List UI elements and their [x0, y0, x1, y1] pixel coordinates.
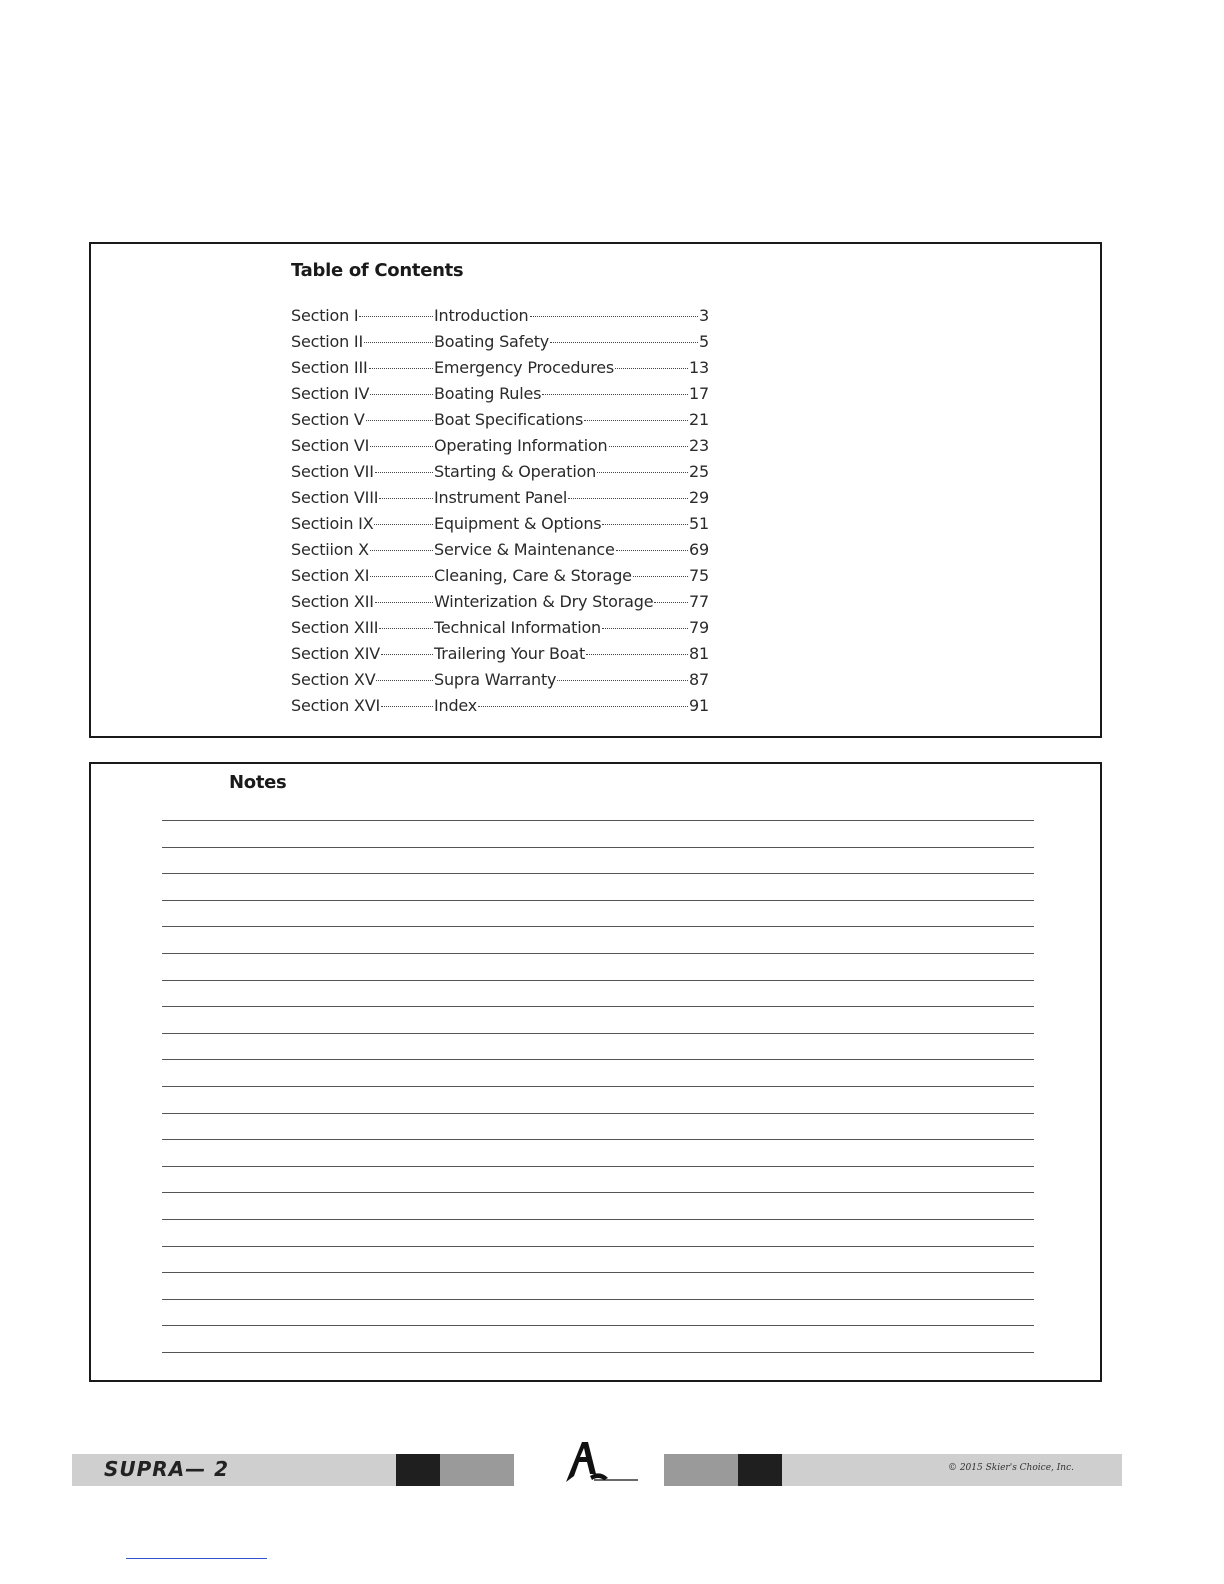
toc-leader-dots [550, 342, 698, 343]
toc-leader-dots [370, 446, 433, 447]
toc-section-cell [291, 384, 434, 403]
toc-section: Section VI [291, 436, 370, 455]
note-line [162, 1246, 1034, 1247]
toc-section-cell [291, 566, 434, 585]
toc-section: Section XI [291, 566, 370, 585]
toc-leader-dots [584, 420, 688, 421]
toc-leader-dots [586, 654, 688, 655]
toc-leader-dots [375, 472, 433, 473]
toc-section: Section XIV [291, 644, 380, 663]
toc-section: Section II [291, 332, 363, 351]
toc-row [291, 644, 709, 670]
toc-leader-dots [370, 394, 433, 395]
toc-leader-dots [568, 498, 688, 499]
bottom-link-underline[interactable] [126, 1558, 267, 1559]
toc-leader-dots [375, 602, 433, 603]
toc-section-cell [291, 644, 434, 663]
note-line [162, 926, 1034, 927]
toc-leader-dots [609, 446, 689, 447]
toc-page-number: 23 [689, 436, 709, 455]
toc-section-cell [291, 332, 434, 351]
toc-row [291, 384, 709, 410]
note-line [162, 1166, 1034, 1167]
toc-section: Sectiion X [291, 540, 369, 559]
toc-leader-dots [616, 550, 688, 551]
toc-row [291, 436, 709, 462]
toc-leader-dots [381, 706, 433, 707]
toc-row [291, 540, 709, 566]
toc-leader-dots [364, 342, 433, 343]
toc-page-number: 5 [699, 332, 709, 351]
toc-leader-dots [359, 316, 433, 317]
note-line [162, 1272, 1034, 1273]
toc-page-number: 91 [689, 696, 709, 715]
toc-leader-dots [366, 420, 433, 421]
toc-leader-dots [615, 368, 688, 369]
toc-row [291, 462, 709, 488]
note-line [162, 980, 1034, 981]
toc-leader-dots [379, 628, 433, 629]
toc-leader-dots [602, 524, 688, 525]
toc-leader-dots [542, 394, 688, 395]
toc-section: Section XV [291, 670, 376, 689]
toc-leader-dots [370, 550, 433, 551]
toc-topic: Emergency Procedures [434, 358, 615, 377]
note-line [162, 900, 1034, 901]
toc-list [291, 306, 709, 722]
toc-topic: Boating Safety [434, 332, 550, 351]
toc-section-cell [291, 540, 434, 559]
page-number: — 2 [185, 1457, 230, 1481]
toc-page-number: 77 [689, 592, 709, 611]
toc-topic: Operating Information [434, 436, 608, 455]
toc-page-number: 79 [689, 618, 709, 637]
note-line [162, 1033, 1034, 1034]
note-line [162, 1325, 1034, 1326]
footer-brand [104, 1457, 229, 1481]
toc-title: Table of Contents [291, 260, 464, 281]
toc-topic: Supra Warranty [434, 670, 557, 689]
toc-row [291, 410, 709, 436]
toc-leader-dots [374, 524, 433, 525]
toc-topic: Service & Maintenance [434, 540, 615, 559]
toc-section: Section III [291, 358, 368, 377]
toc-leader-dots [376, 680, 433, 681]
footer-dark-block-right [738, 1454, 782, 1486]
toc-topic: Technical Information [434, 618, 601, 637]
toc-page-number: 17 [689, 384, 709, 403]
toc-leader-dots [369, 368, 434, 369]
toc-leader-dots [602, 628, 688, 629]
notes-box [89, 762, 1102, 1382]
toc-section-cell [291, 670, 434, 689]
toc-leader-dots [381, 654, 433, 655]
note-line [162, 953, 1034, 954]
toc-topic: Boating Rules [434, 384, 542, 403]
toc-leader-dots [633, 576, 688, 577]
toc-section-cell [291, 462, 434, 481]
note-line [162, 1113, 1034, 1114]
toc-section-cell [291, 410, 434, 429]
toc-section-cell [291, 696, 434, 715]
toc-section-cell [291, 592, 434, 611]
toc-topic: Introduction [434, 306, 529, 325]
toc-topic: Trailering Your Boat [434, 644, 586, 663]
note-line [162, 1086, 1034, 1087]
toc-leader-dots [597, 472, 688, 473]
toc-section-cell [291, 436, 434, 455]
brand-name: SUPRA [104, 1457, 186, 1481]
toc-row [291, 358, 709, 384]
footer-grey-block-right [664, 1454, 738, 1486]
toc-topic: Winterization & Dry Storage [434, 592, 654, 611]
skier-logo-icon [560, 1436, 640, 1486]
toc-row [291, 488, 709, 514]
note-line [162, 1299, 1034, 1300]
toc-section: Sectioin IX [291, 514, 374, 533]
toc-box [89, 242, 1102, 738]
toc-page-number: 75 [689, 566, 709, 585]
toc-section-cell [291, 618, 434, 637]
toc-section: Section VIII [291, 488, 379, 507]
toc-page-number: 87 [689, 670, 709, 689]
toc-topic: Starting & Operation [434, 462, 597, 481]
toc-page-number: 13 [689, 358, 709, 377]
note-line [162, 1352, 1034, 1353]
toc-page-number: 25 [689, 462, 709, 481]
note-line [162, 1006, 1034, 1007]
toc-topic: Boat Specifications [434, 410, 584, 429]
toc-leader-dots [379, 498, 433, 499]
toc-section-cell [291, 358, 434, 377]
note-line [162, 820, 1034, 821]
toc-section: Section V [291, 410, 365, 429]
toc-topic: Index [434, 696, 478, 715]
toc-section: Section XIII [291, 618, 379, 637]
toc-section-cell [291, 488, 434, 507]
toc-row [291, 332, 709, 358]
toc-leader-dots [557, 680, 688, 681]
toc-section: Section I [291, 306, 359, 325]
toc-row [291, 514, 709, 540]
toc-row [291, 592, 709, 618]
toc-topic: Equipment & Options [434, 514, 602, 533]
note-line [162, 873, 1034, 874]
toc-page-number: 51 [689, 514, 709, 533]
toc-page-number: 81 [689, 644, 709, 663]
toc-section-cell [291, 514, 434, 533]
note-line [162, 1059, 1034, 1060]
footer-dark-block-left [396, 1454, 440, 1486]
toc-section-cell [291, 306, 434, 325]
toc-page-number: 29 [689, 488, 709, 507]
note-line [162, 1219, 1034, 1220]
toc-page-number: 69 [689, 540, 709, 559]
toc-section: Section XVI [291, 696, 380, 715]
note-line [162, 847, 1034, 848]
note-line [162, 1192, 1034, 1193]
toc-topic: Instrument Panel [434, 488, 568, 507]
toc-leader-dots [478, 706, 688, 707]
toc-page-number: 21 [689, 410, 709, 429]
toc-section: Section VII [291, 462, 374, 481]
toc-leader-dots [654, 602, 688, 603]
toc-topic: Cleaning, Care & Storage [434, 566, 632, 585]
notes-title: Notes [229, 772, 287, 793]
footer-copyright: © 2015 Skier's Choice, Inc. [947, 1463, 1074, 1473]
toc-leader-dots [370, 576, 433, 577]
toc-row [291, 618, 709, 644]
toc-row [291, 670, 709, 696]
toc-row [291, 306, 709, 332]
note-line [162, 1139, 1034, 1140]
toc-section: Section IV [291, 384, 370, 403]
footer-grey-block-left [440, 1454, 514, 1486]
toc-leader-dots [530, 316, 699, 317]
toc-section: Section XII [291, 592, 374, 611]
toc-row [291, 696, 709, 722]
toc-row [291, 566, 709, 592]
toc-page-number: 3 [699, 306, 709, 325]
